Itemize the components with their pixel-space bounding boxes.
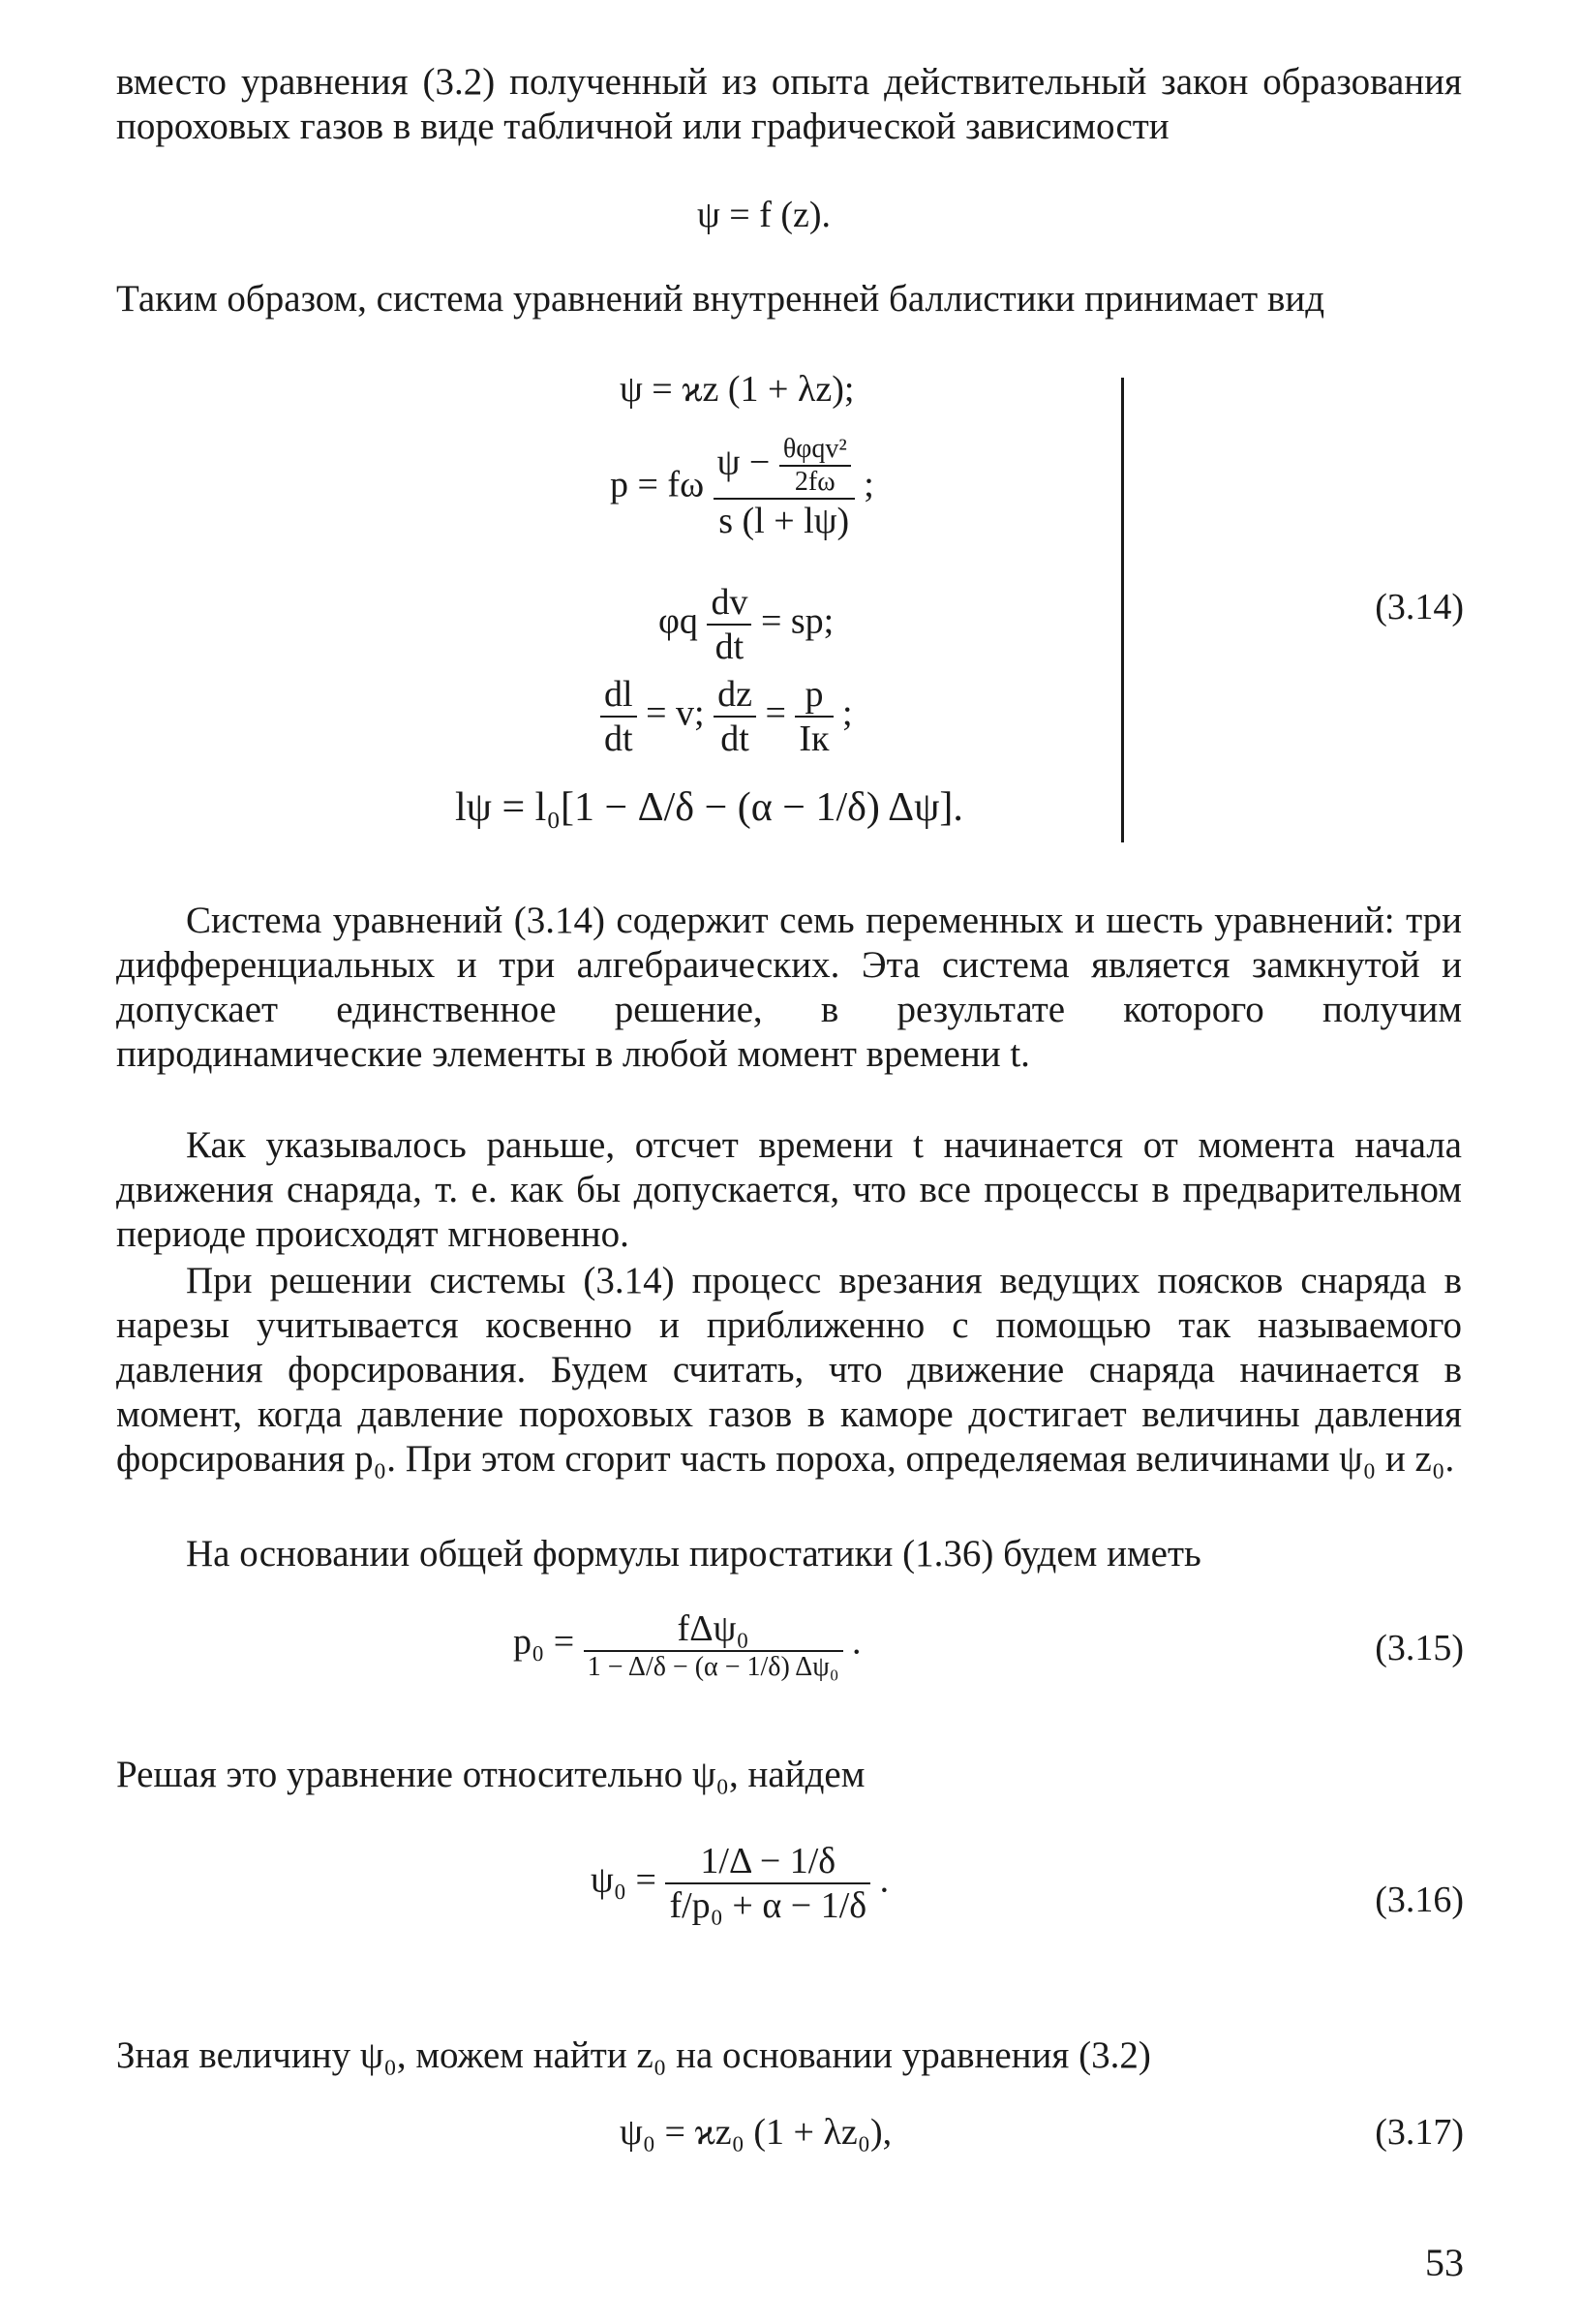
system-line-1: ψ = ϰz (1 + λz); xyxy=(620,369,855,410)
paragraph-pyrostatics: На основании общей формулы пиростатики (1.36) будем иметь xyxy=(186,1533,1201,1575)
system-line-2-inner-fraction xyxy=(779,434,851,498)
p-ik-fraction xyxy=(795,673,833,760)
eq-3-15-denominator: 1 − Δ/δ − (α − 1/δ) Δψ₀ xyxy=(587,1652,839,1682)
paragraph-system-description: Система уравнений (3.14) содержит семь переменных и шесть уравнений: три дифференциальных и три алгебраических. Эта система является замкнутой и допускает единственное решение, в результате которого получим пиродинамические элементы в любой момент времени t. xyxy=(116,900,1462,1075)
equation-number-3-14: (3.14) xyxy=(1375,587,1464,627)
system-line-2-denominator: s (l + lψ) xyxy=(718,501,850,541)
equation-number-3-16: (3.16) xyxy=(1375,1880,1464,1920)
system-line-2: p = fω ψ − $\frac{\text{θφqv²}}{2f\omega}$ s (l + lψ) ; xyxy=(610,434,874,541)
paragraph-system-intro: Таким образом, система уравнений внутренней баллистики принимает вид xyxy=(116,278,1325,320)
eq-3-16-denominator: f/p₀ + α − 1/δ xyxy=(669,1885,867,1926)
eq-3-16-lhs: ψ₀ = xyxy=(591,1859,656,1901)
page-number: 53 xyxy=(1425,2241,1464,2284)
dv-numerator: dv xyxy=(707,581,751,626)
equation-number-3-15: (3.15) xyxy=(1375,1628,1464,1668)
dl-numerator: dl xyxy=(600,673,637,718)
system-line-2-numerator xyxy=(714,434,855,500)
p-numerator: p xyxy=(795,673,833,718)
system-line-4: $\frac{dl}{dt}$ = v; $\frac{dz}{dt}$ = $\frac{p}{Iк}$ ; xyxy=(600,673,853,760)
eq-3-15-fraction xyxy=(584,1607,843,1683)
eq-3-15-numerator: fΔψ₀ xyxy=(584,1607,843,1652)
dl-denominator: dt xyxy=(604,719,633,759)
paragraph-solve-psi0: Решая это уравнение относительно ψ₀, найдем xyxy=(116,1754,866,1795)
system-line-2-num-psi: ψ − xyxy=(716,442,771,483)
eq-3-15-lhs: p₀ = xyxy=(513,1621,575,1663)
paragraph-forcing-pressure: При решении системы (3.14) процесс врезания ведущих поясков снаряда в нарезы учитывается косвенно и приближенно с помощью так называемого давления форсирования. Будем считать, что движение снаряда начинается в момент, когда давление пороховых газов в каморе достигает величины давления форсирования p₀. При этом сгорит часть пороха, определяемая величинами ψ₀ и z₀. xyxy=(116,1260,1462,1480)
system-line-5: lψ = l₀[1 − Δ/δ − (α − 1/δ) Δψ]. xyxy=(455,785,963,830)
eq-3-16-fraction xyxy=(665,1840,870,1927)
system-line-4-v: = v; xyxy=(646,692,705,734)
ik-denominator: Iк xyxy=(799,719,830,759)
paragraph-intro: вместо уравнения (3.2) полученный из опыта действительный закон образования пороховых газов в виде табличной или графической зависимости xyxy=(116,61,1462,147)
inner-numerator: θφqv² xyxy=(779,434,851,467)
eq-3-16-numerator: 1/Δ − 1/δ xyxy=(665,1840,870,1884)
inner-denominator: 2fω xyxy=(794,467,836,497)
system-line-3 xyxy=(658,581,834,668)
dz-numerator: dz xyxy=(714,673,756,718)
equation-3-15: p₀ = $\frac{\text{fΔψ₀}}{\text{1 − Δ/δ − (α − 1/δ) Δψ₀}}$ . xyxy=(513,1608,862,1682)
system-line-2-fraction xyxy=(714,434,855,542)
equation-psi-f-z: ψ = f (z). xyxy=(697,195,832,235)
equation-3-17: ψ₀ = ϰz₀ (1 + λz₀), xyxy=(620,2112,893,2153)
dt-denominator: dt xyxy=(714,627,744,667)
system-line-3-rhs: = sp; xyxy=(760,600,835,642)
equation-3-16: ψ₀ = $\frac{1/\Delta - 1/\delta}{\text{f/p₀ + α − 1/δ}}$ . xyxy=(591,1841,890,1926)
system-line-4-equals: = xyxy=(765,692,786,734)
paragraph-find-z0: Зная величину ψ₀, можем найти z₀ на основании уравнения (3.2) xyxy=(116,2034,1151,2076)
system-line-2-lhs: p = fω xyxy=(610,464,705,505)
system-line-3-lhs: φq xyxy=(658,600,698,642)
equation-number-3-17: (3.17) xyxy=(1375,2112,1464,2153)
system-brace xyxy=(1113,378,1124,842)
system-line-3-fraction xyxy=(707,581,751,668)
dl-dt-fraction xyxy=(600,673,637,760)
paragraph-time-origin: Как указывалось раньше, отсчет времени t начинается от момента начала движения снаряда, т. е. как бы допускается, что все процессы в предварительном периоде происходят мгновенно. xyxy=(116,1124,1462,1255)
dz-denominator: dt xyxy=(720,719,749,759)
dz-dt-fraction xyxy=(714,673,756,760)
